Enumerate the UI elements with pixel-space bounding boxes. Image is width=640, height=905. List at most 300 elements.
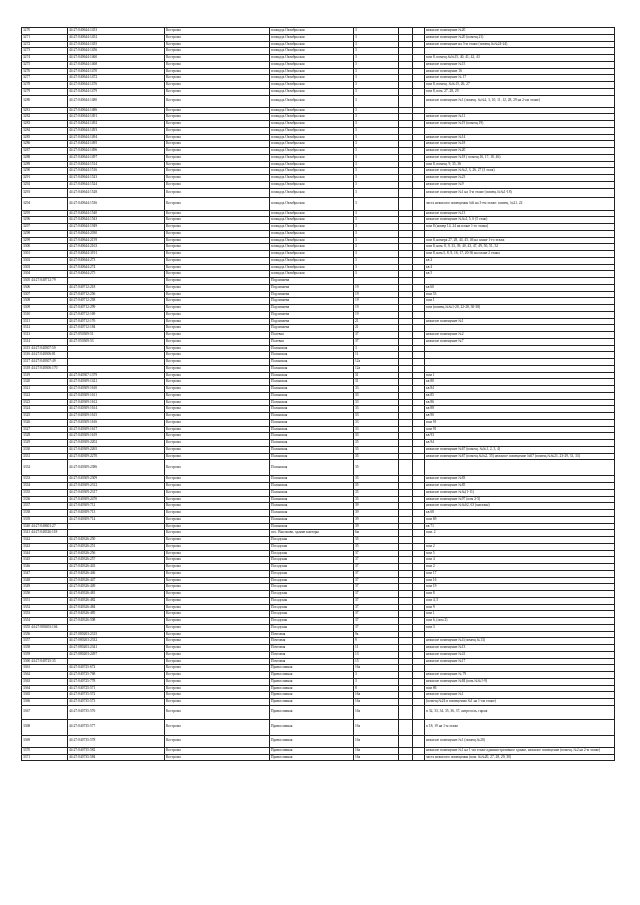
cadastral-number: 44:27:040644:1472 xyxy=(68,75,165,82)
col-7 xyxy=(413,426,425,433)
col-6 xyxy=(399,611,413,618)
premises-description: п 32, 33, 34, 35, 36, 37, антресоль, гараж xyxy=(425,705,615,719)
row-number: 3272 xyxy=(22,41,68,48)
house-number: 35 xyxy=(354,476,399,483)
col-6 xyxy=(399,291,413,298)
table-row xyxy=(22,440,615,447)
street: площадь Октябрьская xyxy=(270,134,354,141)
col-7 xyxy=(413,658,425,665)
col-6 xyxy=(399,658,413,665)
premises-description: пом 69 xyxy=(425,516,615,523)
premises-description: кв 5 xyxy=(425,271,615,278)
table-row xyxy=(22,570,615,577)
cadastral-number: 44:27:040309:1610 xyxy=(68,386,165,393)
house-number: 3 xyxy=(354,345,399,352)
col-6 xyxy=(399,168,413,175)
city: Кострома xyxy=(165,251,270,258)
cadastral-number: 44:27:040309:1421 xyxy=(68,379,165,386)
city: Кострома xyxy=(165,121,270,128)
row-number: 3314 xyxy=(22,338,68,345)
premises-description: часть нежилого помещения (пом. №№20, 27, 28, 29, 30) xyxy=(425,754,615,761)
col-6 xyxy=(399,141,413,148)
street: Посадская xyxy=(270,543,354,550)
col-7 xyxy=(413,651,425,658)
table-row xyxy=(22,127,615,134)
house-number: 3 xyxy=(354,75,399,82)
house-number: 3 xyxy=(354,61,399,68)
col-7 xyxy=(413,503,425,510)
city: Кострома xyxy=(165,460,270,476)
row-number: 3327 xyxy=(22,426,68,433)
row-number: 3342 xyxy=(22,537,68,544)
city: Кострома xyxy=(165,141,270,148)
table-row xyxy=(22,618,615,625)
street: площадь Октябрьская xyxy=(270,48,354,55)
street: Посадская xyxy=(270,557,354,564)
col-7 xyxy=(413,735,425,747)
col-6 xyxy=(399,453,413,460)
city: Кострома xyxy=(165,95,270,107)
cadastral-number: 44:27:050309:51 xyxy=(68,332,165,339)
col-7 xyxy=(413,284,425,291)
row-number: 3363 xyxy=(22,678,68,685)
city: Кострома xyxy=(165,181,270,188)
row-number: 3328 xyxy=(22,433,68,440)
table-row xyxy=(22,95,615,107)
premises-description xyxy=(425,665,615,672)
col-7 xyxy=(413,95,425,107)
city: Кострома xyxy=(165,134,270,141)
col-6 xyxy=(399,325,413,332)
col-6 xyxy=(399,210,413,217)
row-number: 3290 xyxy=(22,168,68,175)
row-number: 3315 44:27:040307:50 xyxy=(22,345,68,352)
col-7 xyxy=(413,446,425,453)
street: площадь Октябрьская xyxy=(270,230,354,237)
premises-description: пом 8 xyxy=(425,591,615,598)
premises-description: кв 85 xyxy=(425,392,615,399)
house-number: 3 xyxy=(354,48,399,55)
col-6 xyxy=(399,311,413,318)
cadastral-number: 44:27:040644:1514 xyxy=(68,161,165,168)
house-number: 3 xyxy=(354,114,399,121)
house-number: 21 xyxy=(354,318,399,325)
premises-description: кв 86 xyxy=(425,399,615,406)
table-row xyxy=(22,121,615,128)
row-number: 3279 xyxy=(22,88,68,95)
cadastral-number: 44:27:040309:714 xyxy=(68,516,165,523)
row-number: 3368 xyxy=(22,719,68,735)
col-6 xyxy=(399,597,413,604)
street: площадь Октябрьская xyxy=(270,41,354,48)
premises-description: пом 1 xyxy=(425,372,615,379)
col-6 xyxy=(399,705,413,719)
premises-description: кв 68 xyxy=(425,510,615,517)
row-number: 3319 xyxy=(22,372,68,379)
premises-description: кв 80 xyxy=(425,379,615,386)
row-number: 3371 xyxy=(22,754,68,761)
row-number: 3325 xyxy=(22,413,68,420)
col-7 xyxy=(413,564,425,571)
premises-description: нежилое помещение 16 xyxy=(425,68,615,75)
col-6 xyxy=(399,48,413,55)
col-6 xyxy=(399,298,413,305)
city: Кострома xyxy=(165,325,270,332)
street: Полянская xyxy=(270,372,354,379)
city: Кострома xyxy=(165,496,270,503)
city: Кострома xyxy=(165,597,270,604)
house-number: 19 xyxy=(354,298,399,305)
row-number: 3369 xyxy=(22,735,68,747)
cadastral-number: 44:27:040735:577 xyxy=(68,719,165,735)
city: Кострома xyxy=(165,483,270,490)
house-number: 3 xyxy=(354,41,399,48)
house-number: 33 xyxy=(354,419,399,426)
street: площадь Октябрьская xyxy=(270,237,354,244)
row-number: 3311 xyxy=(22,318,68,325)
house-number: 31 xyxy=(354,379,399,386)
col-7 xyxy=(413,278,425,285)
city: Кострома xyxy=(165,257,270,264)
table-row xyxy=(22,48,615,55)
row-number: 3334 xyxy=(22,483,68,490)
house-number: 3 xyxy=(354,257,399,264)
table-row xyxy=(22,34,615,41)
col-6 xyxy=(399,345,413,352)
premises-description xyxy=(425,127,615,134)
col-6 xyxy=(399,352,413,359)
premises-description: пом 4, 5 xyxy=(425,597,615,604)
city: Кострома xyxy=(165,175,270,182)
city: Кострома xyxy=(165,645,270,652)
house-number: 21 xyxy=(354,325,399,332)
house-number: 39 xyxy=(354,523,399,530)
house-number: 35 xyxy=(354,543,399,550)
premises-description: пом 3 xyxy=(425,624,615,631)
cadastral-number: 44:27:040309:1615 xyxy=(68,413,165,420)
street: площадь Октябрьская xyxy=(270,161,354,168)
city: Кострома xyxy=(165,476,270,483)
premises-description: пом 86 xyxy=(425,685,615,692)
col-6 xyxy=(399,584,413,591)
street: Полянская xyxy=(270,352,354,359)
street: площадь Октябрьская xyxy=(270,188,354,197)
house-number: 19 xyxy=(354,291,399,298)
col-6 xyxy=(399,460,413,476)
street: Полянская xyxy=(270,523,354,530)
city: Кострома xyxy=(165,264,270,271)
row-number: 3283 xyxy=(22,121,68,128)
table-row xyxy=(22,550,615,557)
table-row xyxy=(22,530,615,537)
city: Кострома xyxy=(165,359,270,366)
table-row xyxy=(22,399,615,406)
street: Подлипаева xyxy=(270,305,354,312)
city: Кострома xyxy=(165,440,270,447)
city: Кострома xyxy=(165,298,270,305)
cadastral-number: 44:27:040309:1612 xyxy=(68,399,165,406)
premises-description: пом 91 xyxy=(425,419,615,426)
row-number: 3341 44:27:040326:118 xyxy=(22,530,68,537)
premises-description: нежилое помещение №19 (помещ.19) xyxy=(425,121,615,128)
street: Посадская xyxy=(270,564,354,571)
street: Посадская xyxy=(270,597,354,604)
table-row xyxy=(22,406,615,413)
street: Православная xyxy=(270,735,354,747)
house-number: 35 xyxy=(354,453,399,460)
premises-description xyxy=(425,311,615,318)
premises-description: нежилое помещение №1 на 3-м этаже (помещ.№№1-18) xyxy=(425,188,615,197)
city: Кострома xyxy=(165,291,270,298)
table-row xyxy=(22,154,615,161)
street: площадь Октябрьская xyxy=(270,175,354,182)
row-number: 3289 xyxy=(22,161,68,168)
house-number: 19 xyxy=(354,284,399,291)
house-number: 3 xyxy=(354,95,399,107)
col-6 xyxy=(399,503,413,510)
premises-description: нежилое помещение №4 (помещ.№13) xyxy=(425,638,615,645)
cadastral-number: 44:27:040326:446 xyxy=(68,570,165,577)
cadastral-number: 44:27:040644:274 xyxy=(68,264,165,271)
col-6 xyxy=(399,747,413,754)
col-6 xyxy=(399,523,413,530)
house-number: 3 xyxy=(354,230,399,237)
premises-description: кв 60 xyxy=(425,284,615,291)
col-7 xyxy=(413,75,425,82)
house-number: 3 xyxy=(354,181,399,188)
house-number: 37 xyxy=(354,332,399,339)
col-6 xyxy=(399,386,413,393)
house-number: 3 xyxy=(354,28,399,35)
col-7 xyxy=(413,134,425,141)
house-number: 12а xyxy=(354,365,399,372)
street: Полянская xyxy=(270,406,354,413)
col-7 xyxy=(413,305,425,312)
premises-description: нежилое помещение №15 xyxy=(425,61,615,68)
col-6 xyxy=(399,692,413,699)
table-row xyxy=(22,685,615,692)
premises-description: пом 17 xyxy=(425,570,615,577)
street: Полянская xyxy=(270,359,354,366)
col-6 xyxy=(399,107,413,114)
col-7 xyxy=(413,251,425,258)
col-7 xyxy=(413,34,425,41)
row-number: 3351 xyxy=(22,597,68,604)
premises-description: пом 8, помещ. 9, 35, 36 xyxy=(425,161,615,168)
house-number: 37 xyxy=(354,611,399,618)
row-number: 3270 xyxy=(22,28,68,35)
table-row xyxy=(22,705,615,719)
city: Кострома xyxy=(165,55,270,62)
table-row xyxy=(22,672,615,679)
row-number: 3287 xyxy=(22,148,68,155)
col-7 xyxy=(413,352,425,359)
premises-description: пом 8, ном.5, 8, 9, 16, 17, 20-36 на плане 2 этажа xyxy=(425,251,615,258)
street: Полянская xyxy=(270,453,354,460)
col-7 xyxy=(413,68,425,75)
cadastral-number: 44:27:040644:1468 xyxy=(68,61,165,68)
col-7 xyxy=(413,141,425,148)
row-number: 3354 xyxy=(22,618,68,625)
street: Подлипаева xyxy=(270,318,354,325)
house-number: 35 xyxy=(354,496,399,503)
house-number: 3 xyxy=(354,121,399,128)
house-number: 3 xyxy=(354,175,399,182)
col-7 xyxy=(413,148,425,155)
street: пос. Высоково, здание конторы xyxy=(270,530,354,537)
col-7 xyxy=(413,476,425,483)
street: площадь Октябрьская xyxy=(270,251,354,258)
col-7 xyxy=(413,217,425,224)
col-6 xyxy=(399,483,413,490)
table-row xyxy=(22,476,615,483)
row-number: 3336 xyxy=(22,496,68,503)
city: Кострома xyxy=(165,685,270,692)
col-7 xyxy=(413,530,425,537)
row-number: 3332 xyxy=(22,460,68,476)
table-row xyxy=(22,365,615,372)
col-7 xyxy=(413,121,425,128)
cadastral-number: 44:27:040644:1476 xyxy=(68,82,165,89)
city: Кострома xyxy=(165,719,270,735)
premises-description: пом 2 xyxy=(425,564,615,571)
street: Почтовая xyxy=(270,651,354,658)
table-row xyxy=(22,61,615,68)
street: Подлипаева xyxy=(270,284,354,291)
street: площадь Октябрьская xyxy=(270,28,354,35)
street: Посадская xyxy=(270,624,354,631)
street: Почтовая xyxy=(270,645,354,652)
city: Кострома xyxy=(165,735,270,747)
city: Кострома xyxy=(165,419,270,426)
cadastral-number: 44:27:040309:1616 xyxy=(68,419,165,426)
city: Кострома xyxy=(165,557,270,564)
street: Подлипаева xyxy=(270,325,354,332)
street: Полянская xyxy=(270,460,354,476)
col-7 xyxy=(413,399,425,406)
cadastral-number: 44:27:040644:1949 xyxy=(68,224,165,231)
table-row xyxy=(22,747,615,754)
city: Кострома xyxy=(165,217,270,224)
premises-description: нежилое помещение №11 xyxy=(425,114,615,121)
table-row xyxy=(22,510,615,517)
col-6 xyxy=(399,244,413,251)
street: площадь Октябрьская xyxy=(270,154,354,161)
col-7 xyxy=(413,230,425,237)
premises-description: кв 94 xyxy=(425,440,615,447)
house-number: 16а xyxy=(354,705,399,719)
table-row xyxy=(22,88,615,95)
row-number: 3312 xyxy=(22,325,68,332)
row-number: 3340 44:27:040601:27 xyxy=(22,523,68,530)
col-7 xyxy=(413,107,425,114)
cadastral-number: 44:27:080203:2341 xyxy=(68,645,165,652)
table-row xyxy=(22,244,615,251)
col-6 xyxy=(399,446,413,453)
col-7 xyxy=(413,264,425,271)
house-number: 37 xyxy=(354,591,399,598)
col-7 xyxy=(413,516,425,523)
col-6 xyxy=(399,34,413,41)
premises-description: пом 1 xyxy=(425,298,615,305)
cadastral-number: 44:27:040644:1524 xyxy=(68,181,165,188)
col-6 xyxy=(399,257,413,264)
table-row xyxy=(22,379,615,386)
premises-description: нежилое помещение №7 xyxy=(425,338,615,345)
street: Полянская xyxy=(270,483,354,490)
city: Кострома xyxy=(165,523,270,530)
cadastral-number xyxy=(68,359,165,366)
street: Полянская xyxy=(270,510,354,517)
street: площадь Октябрьская xyxy=(270,217,354,224)
house-number: 35 xyxy=(354,460,399,476)
cadastral-number: 44:27:040326:443 xyxy=(68,564,165,571)
table-row xyxy=(22,41,615,48)
col-7 xyxy=(413,271,425,278)
row-number: 3355 44:27:080203:104 xyxy=(22,624,68,631)
row-number: 3322 xyxy=(22,392,68,399)
table-row xyxy=(22,141,615,148)
col-6 xyxy=(399,188,413,197)
row-number: 3308 xyxy=(22,298,68,305)
cadastral-number: 44:27:040309:1611 xyxy=(68,392,165,399)
table-row xyxy=(22,631,615,638)
col-6 xyxy=(399,530,413,537)
row-number: 3356 xyxy=(22,631,68,638)
table-row xyxy=(22,55,615,62)
col-7 xyxy=(413,638,425,645)
table-row xyxy=(22,489,615,496)
premises-description: пом 91 xyxy=(425,426,615,433)
house-number: 8 xyxy=(354,685,399,692)
col-6 xyxy=(399,121,413,128)
col-6 xyxy=(399,359,413,366)
row-number: 3361 xyxy=(22,665,68,672)
premises-description: нежилое помещение №97 (пом 2-5) xyxy=(425,496,615,503)
col-7 xyxy=(413,618,425,625)
register-sheet xyxy=(21,27,614,761)
row-number: 3309 xyxy=(22,305,68,312)
city: Кострома xyxy=(165,34,270,41)
row-number: 3362 xyxy=(22,672,68,679)
col-6 xyxy=(399,82,413,89)
col-7 xyxy=(413,496,425,503)
premises-description: пом 5 xyxy=(425,550,615,557)
street: Подлипаева xyxy=(270,278,354,285)
street: Посадская xyxy=(270,584,354,591)
cadastral-number: 44:27:040644:2163 xyxy=(68,244,165,251)
row-number: 3347 xyxy=(22,570,68,577)
street: Полянская xyxy=(270,440,354,447)
house-number: 3 xyxy=(354,237,399,244)
row-number: 3288 xyxy=(22,154,68,161)
house-number: 3 xyxy=(354,161,399,168)
street: Полянская xyxy=(270,496,354,503)
col-7 xyxy=(413,460,425,476)
street: Православная xyxy=(270,719,354,735)
table-row xyxy=(22,251,615,258)
premises-description: нежилое помещение №13 xyxy=(425,210,615,217)
register-body xyxy=(22,28,615,761)
col-7 xyxy=(413,611,425,618)
table-row xyxy=(22,318,615,325)
city: Кострома xyxy=(165,230,270,237)
row-number: 3321 xyxy=(22,386,68,393)
house-number: 35 xyxy=(354,483,399,490)
house-number: 3 xyxy=(354,88,399,95)
house-number: 11 xyxy=(354,352,399,359)
col-6 xyxy=(399,237,413,244)
